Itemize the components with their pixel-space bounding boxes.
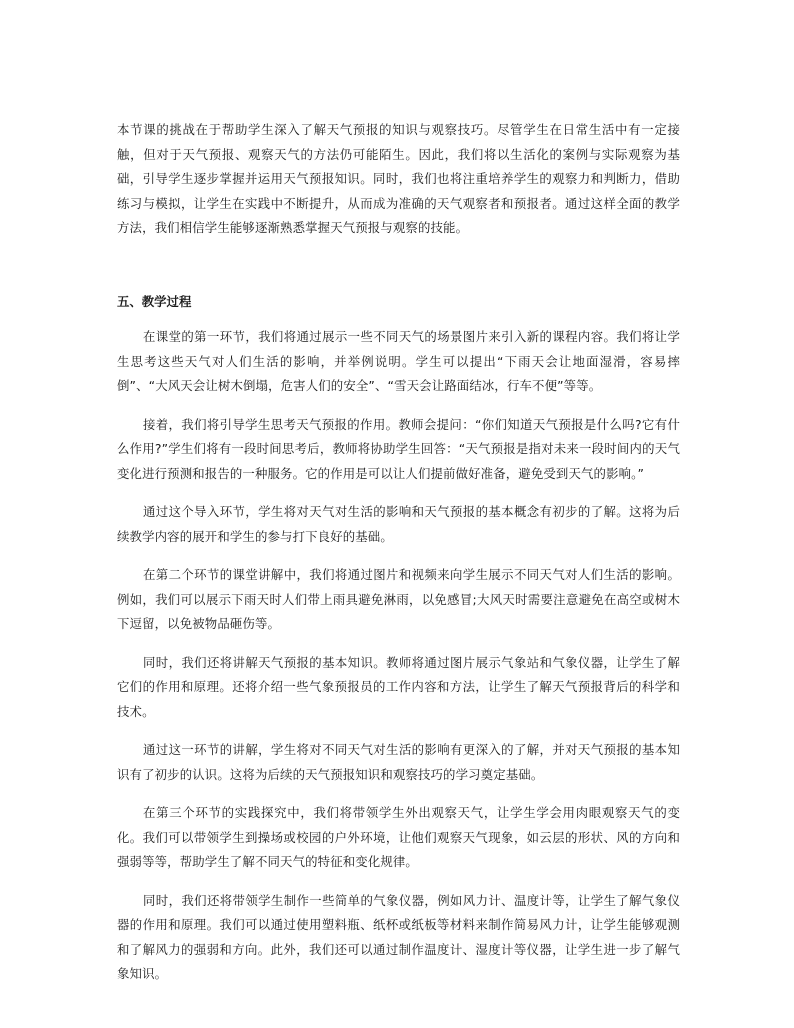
section-heading: 五、教学过程 <box>117 293 192 309</box>
spacer <box>117 637 680 651</box>
body-paragraph-2: 接着，我们将引导学生思考天气预报的作用。教师会提问：“你们知道天气预报是什么吗?它有什么作用?”学生们将有一段时间思考后，教师将协助学生回答：“天气预报是指对未来一段时间内的天气变化进行预测和报告的一种服务。它的作用是可以让人们提前做好准备，避免受到天气的影响。” <box>117 416 680 481</box>
intro-paragraph: 本节课的挑战在于帮助学生深入了解天气预报的知识与观察技巧。尽管学生在日常生活中有一定接触，但对于天气预报、观察天气的方法仍可能陌生。因此，我们将以生活化的案例与实际观察为基础，引导学生逐步掌握并运用天气预报知识。同时，我们也将注重培养学生的观察力和判断力，借助练习与模拟，让学生在实践中不断提升，从而成为准确的天气观察者和预报者。通过这样全面的教学方法，我们相信学生能够逐渐熟悉掌握天气预报与观察的技能。 <box>117 122 680 235</box>
spacer <box>117 787 680 801</box>
spacer <box>117 549 680 563</box>
body-paragraph-5: 同时，我们还将讲解天气预报的基本知识。教师将通过图片展示气象站和气象仪器，让学生了解它们的作用和原理。还将介绍一些气象预报员的工作内容和方法，让学生了解天气预报背后的科学和技术。 <box>117 654 680 719</box>
body-paragraph-3: 通过这个导入环节，学生将对天气对生活的影响和天气预报的基本概念有初步的了解。这将为后续教学内容的展开和学生的参与打下良好的基础。 <box>117 504 680 544</box>
spacer <box>117 399 680 413</box>
spacer <box>117 241 680 290</box>
body-paragraph-1: 在课堂的第一环节，我们将通过展示一些不同天气的场景图片来引入新的课程内容。我们将让学生思考这些天气对人们生活的影响，并举例说明。学生可以提出“下雨天会让地面湿滑，容易摔倒”、“大风天会让树木倒塌，危害人们的安全”、“雪天会让路面结冰，行车不便”等等。 <box>117 329 680 393</box>
body-paragraph-8: 同时，我们还将带领学生制作一些简单的气象仪器，例如风力计、温度计等，让学生了解气象仪器的作用和原理。我们可以通过使用塑料瓶、纸杯或纸板等材料来制作简易风力计，让学生能够观测和了解风力的强弱和方向。此外，我们还可以通过制作温度计、湿度计等仪器，让学生进一步了解气象知识。 <box>117 892 680 981</box>
spacer <box>117 314 680 325</box>
body-paragraph-4: 在第二个环节的课堂讲解中，我们将通过图片和视频来向学生展示不同天气对人们生活的影响。例如，我们可以展示下雨天时人们带上雨具避免淋雨，以免感冒;大风天时需要注意避免在高空或树木下逗留，以免被物品砸伤等。 <box>117 567 680 631</box>
spacer <box>117 486 680 500</box>
spacer <box>117 875 680 889</box>
document-page <box>117 118 680 987</box>
body-paragraph-6: 通过这一环节的讲解，学生将对不同天气对生活的影响有更深入的了解，并对天气预报的基本知识有了初步的认识。这将为后续的天气预报知识和观察技巧的学习奠定基础。 <box>117 742 680 782</box>
body-paragraph-7: 在第三个环节的实践探究中，我们将带领学生外出观察天气，让学生学会用肉眼观察天气的变化。我们可以带领学生到操场或校园的户外环境，让他们观察天气现象，如云层的形状、风的方向和强弱等等，帮助学生了解不同天气的特征和变化规律。 <box>117 805 680 869</box>
spacer <box>117 724 680 738</box>
